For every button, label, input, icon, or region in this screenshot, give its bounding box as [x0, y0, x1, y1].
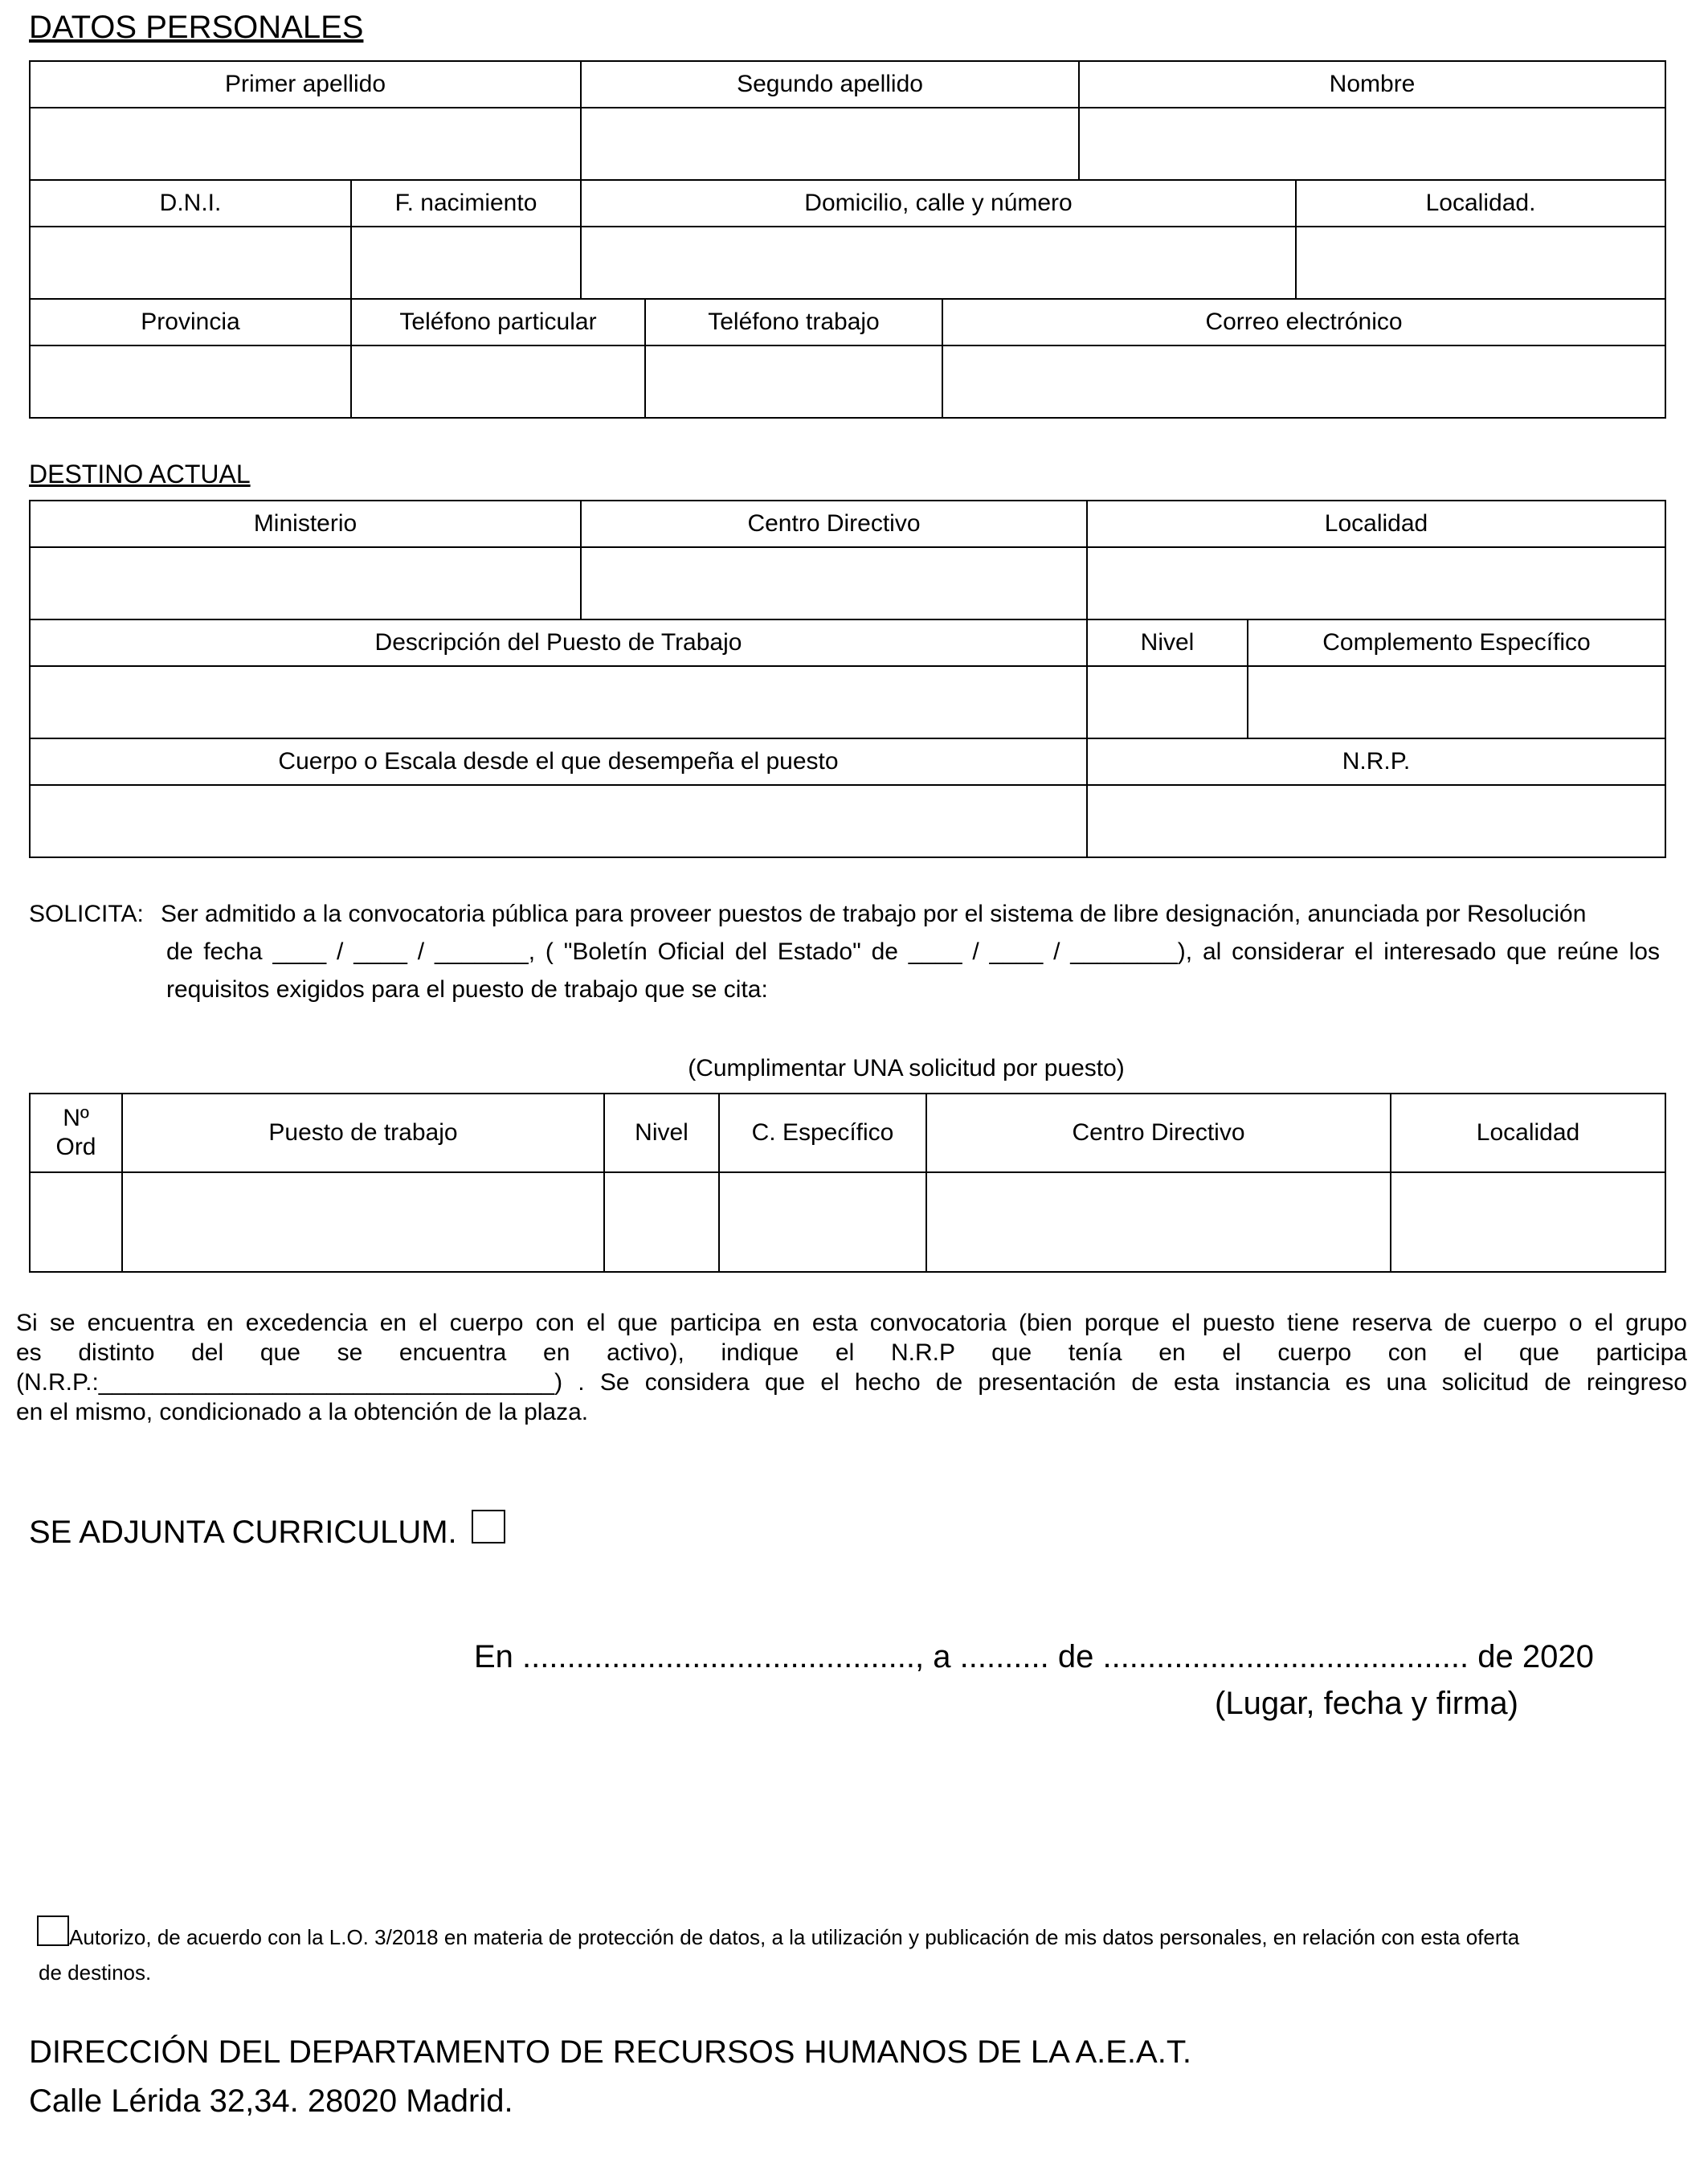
datos-personales-title: DATOS PERSONALES — [29, 10, 364, 45]
firma-caption: (Lugar, fecha y firma) — [1215, 1686, 1518, 1721]
field-localidad[interactable] — [1391, 1172, 1665, 1272]
firma-line: En ............................................, a .......... de ......................................... de 2020 — [474, 1639, 1594, 1674]
field-segundo-apellido[interactable] — [581, 108, 1079, 180]
label-primer-apellido: Primer apellido — [30, 61, 581, 108]
solicita-label: SOLICITA: — [29, 901, 144, 927]
excedencia-line-2: es distinto del que se encuentra en activo), indique el N.R.P que tenía en el cuerpo con el que participa — [16, 1339, 1687, 1366]
excedencia-line-4: en el mismo, condicionado a la obtención de la plaza. — [16, 1399, 589, 1425]
field-complemento-especifico[interactable] — [1248, 666, 1665, 738]
field-num-orden[interactable] — [30, 1172, 122, 1272]
solicita-line-2: de fecha ____ / ____ / _______, ( "Boletín Oficial del Estado" de ____ / ____ / ________), al considerar el interesado que reúne los — [166, 938, 1660, 965]
label-ministerio: Ministerio — [30, 501, 581, 547]
field-c-especifico[interactable] — [719, 1172, 926, 1272]
field-nombre[interactable] — [1079, 108, 1665, 180]
autorizo-line-1: Autorizo, de acuerdo con la L.O. 3/2018 en materia de protección de datos, a la utilización y publicación de mis datos personales, en relación con esta oferta — [69, 1925, 1520, 1949]
label-localidad-actual: Localidad — [1087, 501, 1665, 547]
label-localidad-personal: Localidad. — [1296, 180, 1665, 227]
field-localidad-personal[interactable] — [1296, 227, 1665, 299]
label-dni: D.N.I. — [30, 180, 351, 227]
excedencia-paragraph — [16, 1308, 1687, 1427]
destino-actual-table — [29, 500, 1666, 858]
label-nivel-actual: Nivel — [1087, 619, 1248, 666]
curriculum-row — [29, 1515, 505, 1551]
label-correo-electronico: Correo electrónico — [942, 299, 1665, 345]
autorizo-checkbox[interactable] — [37, 1915, 69, 1946]
field-fecha-nacimiento[interactable] — [351, 227, 581, 299]
excedencia-line-3: (N.R.P.:__________________________________) . Se considera que el hecho de presentación de esta instancia es una solicitud de reingreso — [16, 1369, 1687, 1396]
label-complemento-especifico: Complemento Específico — [1248, 619, 1665, 666]
label-segundo-apellido: Segundo apellido — [581, 61, 1079, 108]
field-domicilio[interactable] — [581, 227, 1296, 299]
field-primer-apellido[interactable] — [30, 108, 581, 180]
curriculum-label: SE ADJUNTA CURRICULUM. — [29, 1515, 457, 1550]
solicita-line-3: requisitos exigidos para el puesto de trabajo que se cita: — [166, 976, 768, 1003]
autorizo-line-2: de destinos. — [39, 1960, 152, 1985]
label-nrp: N.R.P. — [1087, 738, 1665, 785]
field-cuerpo-escala[interactable] — [30, 785, 1087, 857]
label-cuerpo-escala: Cuerpo o Escala desde el que desempeña el puesto — [30, 738, 1087, 785]
field-ministerio[interactable] — [30, 547, 581, 619]
header-num-orden: Nº Ord — [30, 1094, 122, 1172]
field-localidad-actual[interactable] — [1087, 547, 1665, 619]
header-localidad: Localidad — [1391, 1094, 1665, 1172]
header-centro-directivo: Centro Directivo — [926, 1094, 1391, 1172]
field-correo-electronico[interactable] — [942, 345, 1665, 418]
field-centro-directivo[interactable] — [926, 1172, 1391, 1272]
datos-personales-table — [29, 60, 1666, 419]
label-provincia: Provincia — [30, 299, 351, 345]
label-nombre: Nombre — [1079, 61, 1665, 108]
field-nivel[interactable] — [604, 1172, 719, 1272]
field-nrp[interactable] — [1087, 785, 1665, 857]
field-puesto-trabajo[interactable] — [122, 1172, 604, 1272]
label-centro-directivo-actual: Centro Directivo — [581, 501, 1087, 547]
label-telefono-trabajo: Teléfono trabajo — [645, 299, 942, 345]
destino-actual-title: DESTINO ACTUAL — [29, 460, 251, 489]
field-nivel-actual[interactable] — [1087, 666, 1248, 738]
field-centro-directivo-actual[interactable] — [581, 547, 1087, 619]
label-fecha-nacimiento: F. nacimiento — [351, 180, 581, 227]
header-puesto-trabajo: Puesto de trabajo — [122, 1094, 604, 1172]
direccion-line-1: DIRECCIÓN DEL DEPARTAMENTO DE RECURSOS HUMANOS DE LA A.E.A.T. — [29, 2034, 1191, 2070]
header-nivel: Nivel — [604, 1094, 719, 1172]
field-provincia[interactable] — [30, 345, 351, 418]
field-telefono-trabajo[interactable] — [645, 345, 942, 418]
label-descripcion-puesto: Descripción del Puesto de Trabajo — [30, 619, 1087, 666]
excedencia-line-1: Si se encuentra en excedencia en el cuerpo con el que participa en esta convocatoria (bien porque el puesto tiene reserva de cuerpo o el grupo — [16, 1310, 1687, 1336]
curriculum-checkbox[interactable] — [472, 1510, 505, 1543]
label-domicilio: Domicilio, calle y número — [581, 180, 1296, 227]
field-dni[interactable] — [30, 227, 351, 299]
puestos-table — [29, 1093, 1666, 1273]
direccion-line-2: Calle Lérida 32,34. 28020 Madrid. — [29, 2083, 513, 2119]
puestos-note: (Cumplimentar UNA solicitud por puesto) — [688, 1055, 1125, 1081]
field-descripcion-puesto[interactable] — [30, 666, 1087, 738]
field-telefono-particular[interactable] — [351, 345, 645, 418]
solicita-line-1: Ser admitido a la convocatoria pública para proveer puestos de trabajo por el sistema de libre designación, anunciada por Resolución — [161, 901, 1587, 927]
label-telefono-particular: Teléfono particular — [351, 299, 645, 345]
header-c-especifico: C. Específico — [719, 1094, 926, 1172]
